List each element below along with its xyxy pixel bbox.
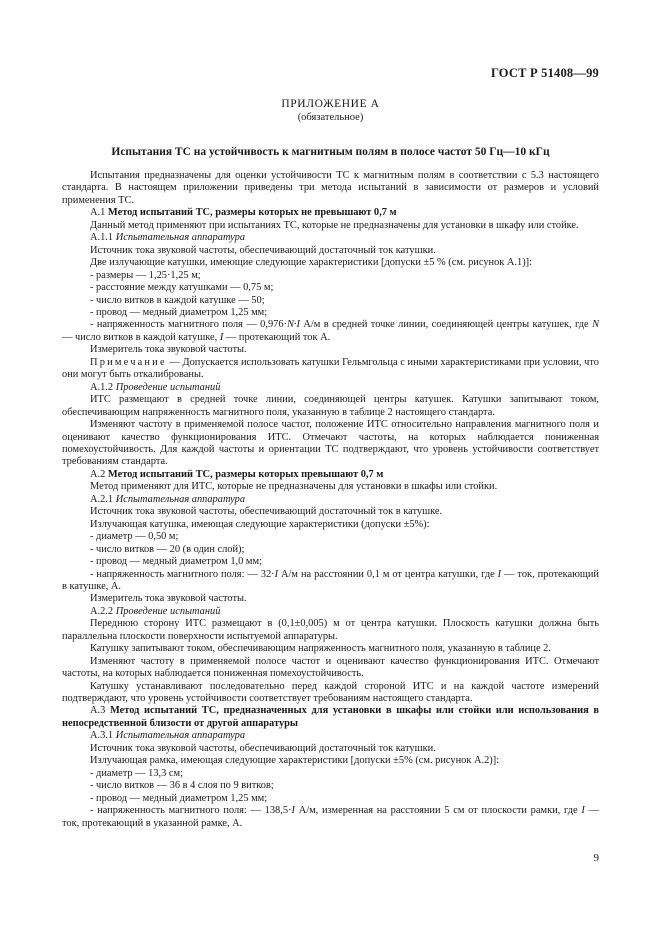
formula-var: I [274, 568, 279, 580]
formula-var: N·I [287, 319, 300, 331]
subsection-heading-a21 [62, 494, 599, 506]
list-item: - диаметр — 13,3 см; [90, 767, 184, 779]
paragraph: Изменяют частоту в применяемой полосе частот, положение ИТС относительно направления магнитного поля и оценивают качество функционирования ИТС. Отмечают частоты, на которых наблюдается пониженная помехоустойчивость. Для каждой частоты и ориентации ТС подтверждают, что уровень устойчивости соответствует требованиям стандарта. [62, 419, 599, 468]
formula-var: I [497, 568, 502, 580]
section-heading-a1 [62, 207, 599, 219]
paragraph: Излучающая катушка, имеющая следующие характеристики (допуски ±5%): [90, 518, 430, 530]
paragraph: Измеритель тока звуковой частоты. [90, 344, 247, 356]
section-number: А.1.1 [90, 232, 114, 244]
text-run: — ток, протекающий в указанной рамке, А. [62, 805, 599, 829]
main-title: Испытания ТС на устойчивость к магнитным полям в полосе частот 50 Гц—10 кГц [111, 146, 550, 158]
section-number: А.1 [90, 207, 106, 219]
section-number: А.1.2 [90, 381, 114, 393]
text-run: - напряженность магнитного поля: — 138,5· [90, 805, 292, 817]
text-run: А/м в средней точке линии, соединяющей центры катушек, где [300, 319, 593, 331]
section-title: Испытательная аппаратура [115, 493, 246, 505]
list-item: - число витков — 20 (в один слой); [90, 543, 245, 555]
appendix-title: ПРИЛОЖЕНИЕ А [281, 98, 380, 110]
document-body [62, 170, 599, 830]
section-title: Метод испытаний ТС, размеры которых превышают 0,7 м [107, 468, 384, 480]
page-number: 9 [593, 852, 599, 864]
text-run: — ток, протекающий в катушке, А. [62, 568, 599, 592]
appendix-subtitle: (обязательное) [297, 112, 364, 123]
paragraph: Катушку устанавливают последовательно перед каждой стороной ИТС и на каждой частоте измерений подтверждают, что уровень устойчивости соответствует требованиям настоящего стандарта. [62, 680, 599, 705]
section-number: А.3 [90, 705, 106, 717]
section-title: Испытательная аппаратура [115, 730, 246, 742]
section-title: Метод испытаний ТС, размеры которых не превышают 0,7 м [107, 207, 397, 219]
section-number: А.3.1 [90, 730, 114, 742]
paragraph: Излучающая рамка, имеющая следующие характеристики [допуски ±5% (см. рисунок А.2)]: [90, 755, 500, 767]
section-heading-a2 [62, 469, 599, 481]
text-run: — протекающий ток А. [223, 331, 331, 343]
list-item: - провод — медный диаметром 1,0 мм; [90, 556, 262, 568]
section-heading-a3 [62, 705, 599, 730]
section-title: Метод испытаний ТС, предназначенных для установки в шкафы или стойки или использования в непосредственной близости от другой аппаратуры [62, 705, 599, 729]
text-run: А/м на расстоянии 0,1 м от центра катушки, где [278, 568, 498, 580]
section-title: Проведение испытаний [115, 605, 221, 617]
paragraph: Испытания предназначены для оценки устойчивости ТС к магнитным полям в соответствии с 5.3 настоящего стандарта. В настоящем приложении приведены три метода испытаний в зависимости от размеров и условий применения ТС. [62, 170, 599, 206]
list-item [62, 569, 599, 594]
formula-var: N [592, 319, 599, 331]
section-number: А.2.2 [90, 605, 114, 617]
subsection-heading-a11 [62, 232, 599, 244]
note-text: — Допускается использовать катушки Гельмгольца с иными характеристиками при условии, что они могут быть откалиброваны. [62, 356, 599, 381]
note-label: Примечание [90, 356, 167, 368]
section-title: Проведение испытаний [115, 381, 221, 393]
subsection-heading-a22 [62, 606, 599, 618]
formula-var: I [291, 805, 295, 817]
text-run: А/м, измеренная на расстоянии 5 см от плоскости рамки, где [294, 805, 582, 817]
list-item: - расстояние между катушками — 0,75 м; [90, 282, 274, 294]
paragraph: Источник тока звуковой частоты, обеспечивающий достаточный ток катушки. [90, 742, 436, 754]
paragraph: Измеритель тока звуковой частоты. [90, 593, 247, 605]
section-number: А.2 [90, 468, 106, 480]
list-item: - число витков в каждой катушке — 50; [90, 294, 265, 306]
standard-header: ГОСТ Р 51408—99 [490, 66, 599, 80]
formula-var: I [219, 331, 224, 343]
paragraph: ИТС размещают в средней точке линии, соединяющей центры катушек. Катушки запитывают током, обеспечивающим напряженность магнитного поля, указанную в таблице 2 настоящего стандарта. [62, 394, 599, 418]
list-item [62, 319, 599, 344]
subsection-heading-a31 [62, 730, 599, 742]
list-item: - провод — медный диаметром 1,25 мм; [90, 792, 268, 804]
subsection-heading-a12 [62, 382, 599, 394]
paragraph: Катушку запитывают током, обеспечивающим напряженность магнитного поля, указанную в таблице 2. [90, 643, 551, 655]
list-item: - диаметр — 0,50 м; [90, 531, 179, 543]
paragraph: Изменяют частоту в применяемой полосе частот и оценивают качество функционирования ИТС. Отмечают частоты, на которых наблюдается пониженная помехоустойчивость. [62, 655, 599, 680]
text-run: - напряженность магнитного поля: — 32· [90, 568, 275, 580]
list-item: - провод — медный диаметром 1,25 мм; [90, 306, 268, 318]
section-title: Испытательная аппаратура [115, 232, 246, 244]
text-run: - напряженность магнитного поля — 0,976· [90, 319, 287, 331]
paragraph: Источник тока звуковой частоты, обеспечивающий достаточный ток катушки. [90, 244, 436, 256]
note [62, 357, 599, 382]
list-item [62, 805, 599, 830]
section-number: А.2.1 [90, 493, 114, 505]
list-item: - размеры — 1,25·1,25 м; [90, 269, 201, 281]
paragraph: Метод применяют для ИТС, которые не предназначены для установки в шкафы или стойки. [90, 481, 498, 493]
formula-var: I [581, 805, 585, 817]
paragraph: Переднюю сторону ИТС размещают в (0,1±0,005) м от центра катушки. Плоскость катушки должна быть параллельна плоскости поверхности испытуемой аппаратуры. [62, 618, 599, 642]
list-item: - число витков — 36 в 4 слоя по 9 витков; [90, 780, 274, 792]
paragraph: Данный метод применяют при испытаниях ТС, которые не предназначены для установки в шкафу или стойке. [90, 219, 579, 231]
text-run: — число витков в каждой катушке, [62, 331, 220, 343]
paragraph: Источник тока звуковой частоты, обеспечивающий достаточный ток в катушке. [90, 506, 443, 518]
paragraph: Две излучающие катушки, имеющие следующие характеристики [допуски ±5 % (см. рисунок А.1)]: [90, 257, 533, 269]
